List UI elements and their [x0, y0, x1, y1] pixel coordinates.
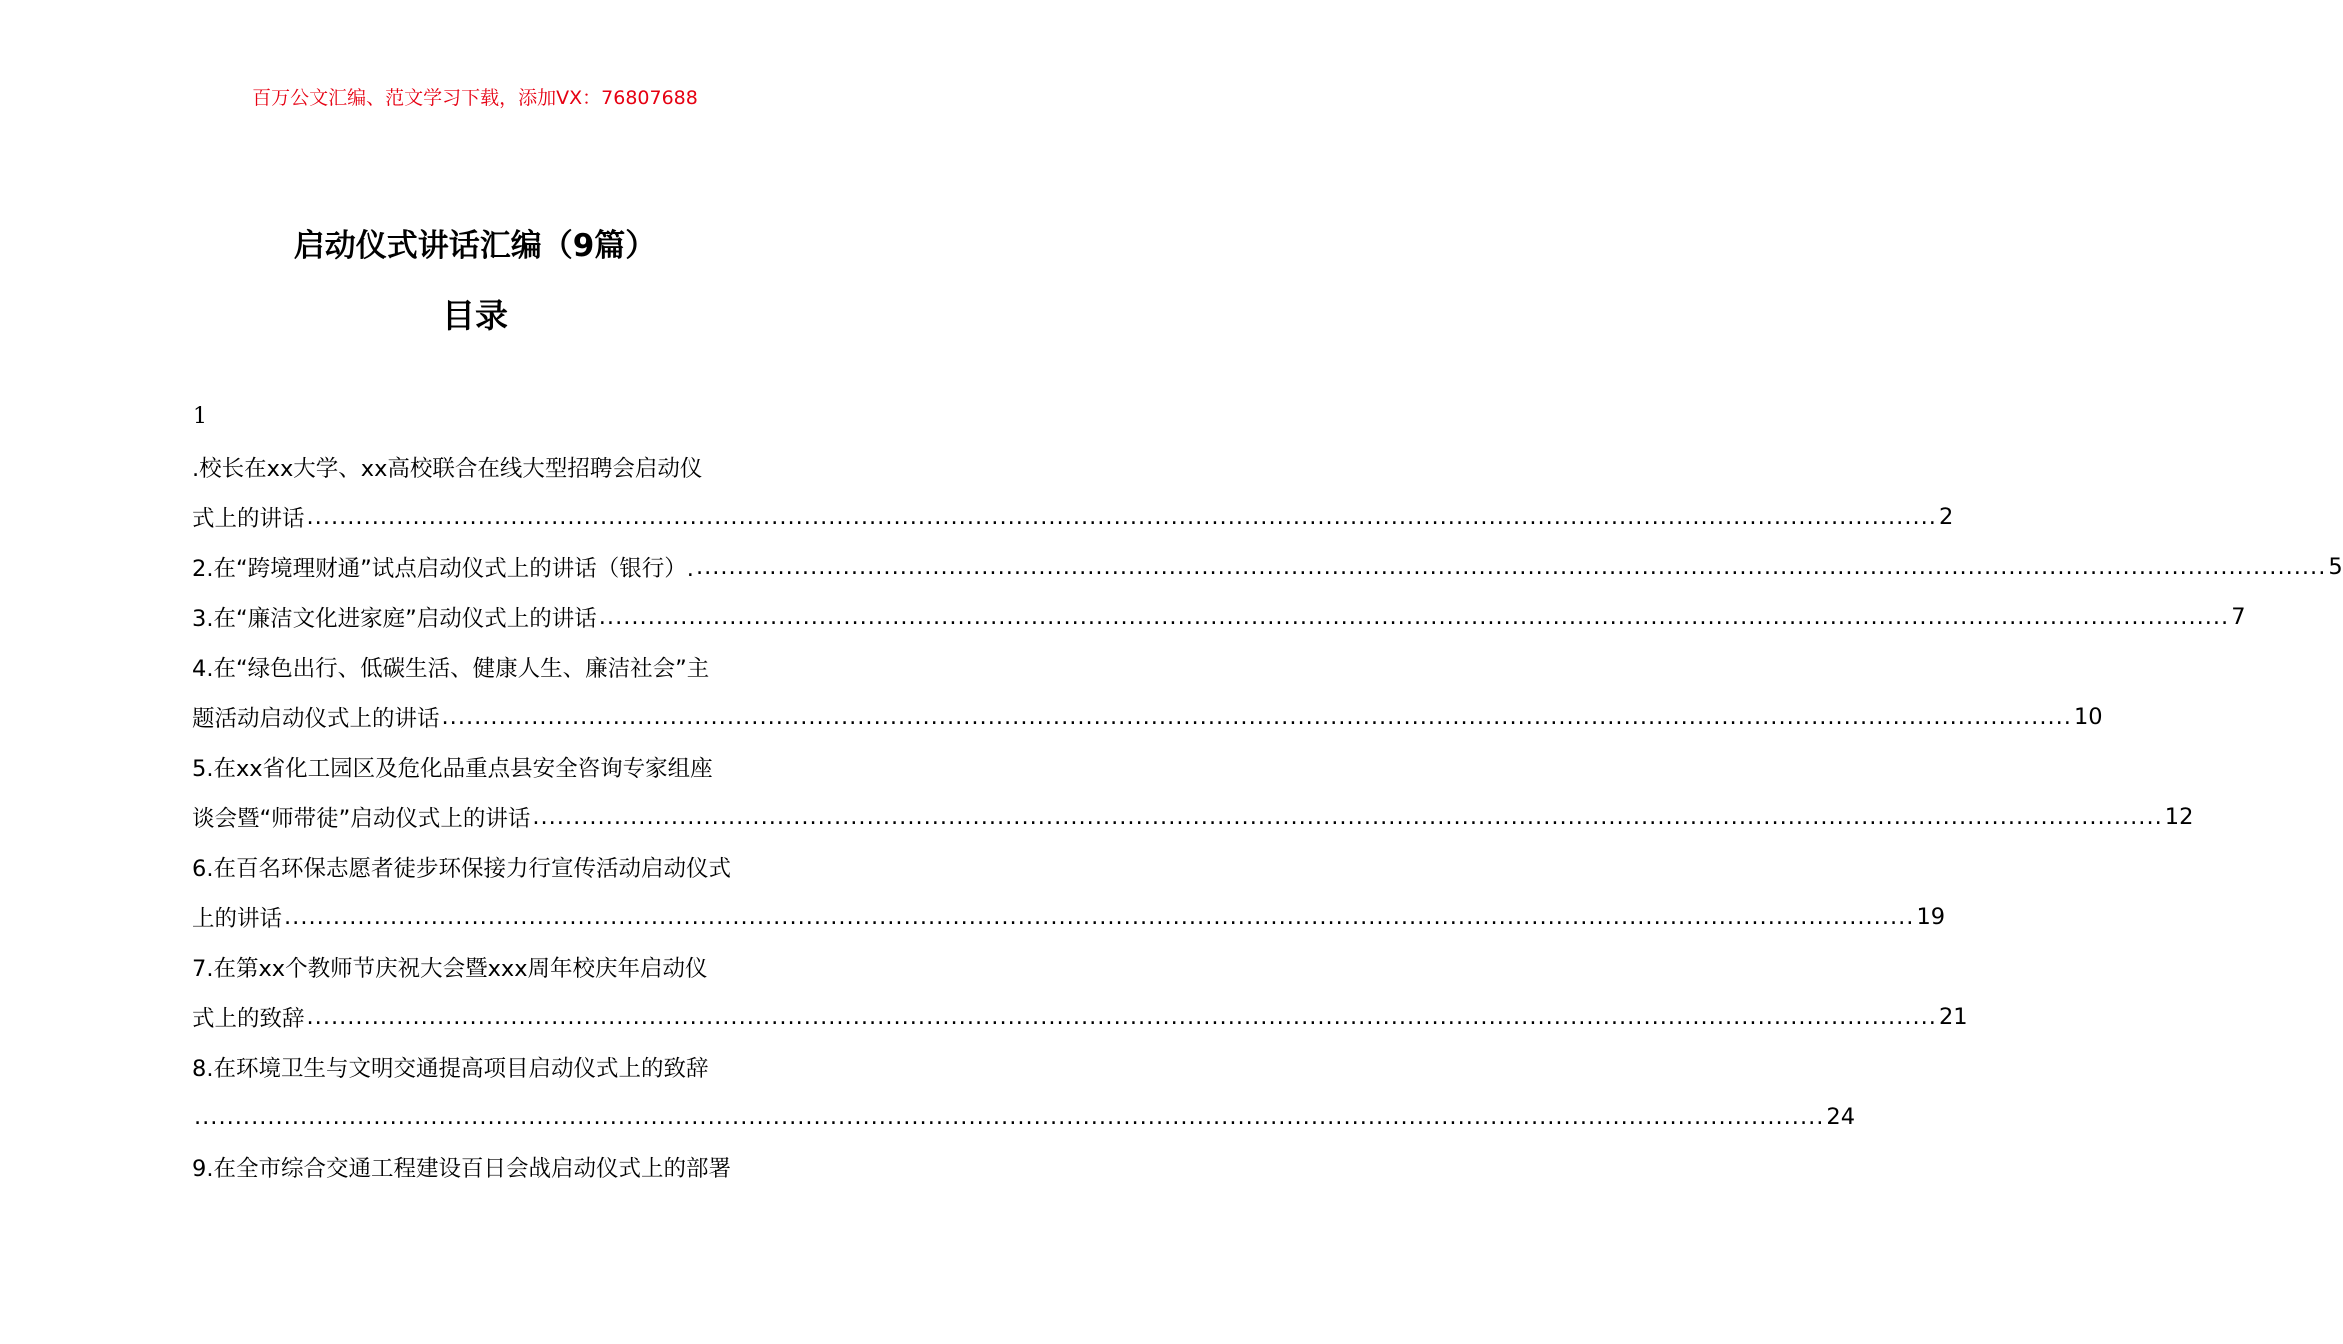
toc-page-number: 5 [2328, 554, 2343, 580]
toc-line [192, 1042, 806, 1092]
dot-leader: ........................................................................................................................................................................................................ [441, 704, 2072, 730]
toc-line-text: 5.在xx省化工园区及危化品重点县安全咨询专家组座 [192, 756, 713, 782]
toc-line [192, 842, 806, 892]
toc-line [192, 1142, 806, 1192]
dot-leader: ........................................................................................................................................................................................................ [532, 804, 2163, 830]
toc-line [192, 692, 2103, 742]
toc-entry-number: 1 [193, 404, 207, 429]
toc-line-text: 8.在环境卫生与文明交通提高项目启动仪式上的致辞 [192, 1056, 709, 1082]
toc-line [192, 992, 1968, 1042]
toc-line-text: 9.在全市综合交通工程建设百日会战启动仪式上的部署 [192, 1156, 731, 1182]
toc-line-text: 式上的致辞 [192, 1006, 305, 1032]
toc-page-number: 21 [1938, 1004, 1968, 1030]
dot-leader: ........................................................................................................................................................................................................ [306, 504, 1937, 530]
toc-page-number: 19 [1916, 904, 1946, 930]
toc-line [192, 792, 2194, 842]
toc-line-text: 3.在“廉洁文化进家庭”启动仪式上的讲话 [192, 606, 597, 632]
toc-line [192, 542, 2343, 592]
toc-line [192, 892, 1946, 942]
toc-line [192, 592, 2246, 642]
toc-line [192, 1092, 1856, 1142]
toc-line [192, 492, 1954, 542]
document-title: 启动仪式讲话汇编（9篇） [293, 228, 657, 264]
toc-line-text: 题活动启动仪式上的讲话 [192, 706, 440, 732]
toc-page-number: 10 [2073, 704, 2103, 730]
header-contact-note: 百万公文汇编、范文学习下载，添加VX：76807688 [252, 87, 698, 109]
toc-line [192, 942, 806, 992]
toc-line-text: 7.在第xx个教师节庆祝大会暨xxx周年校庆年启动仪 [192, 956, 708, 982]
toc-line-text: 2.在“跨境理财通”试点启动仪式上的讲话（银行）. [192, 556, 694, 582]
dot-leader: ........................................................................................................................................................................................................ [695, 554, 2327, 580]
toc-page-number: 2 [1938, 504, 1954, 530]
dot-leader: ........................................................................................................................................................................................................ [284, 904, 1915, 930]
toc-page-number: 7 [2231, 604, 2246, 630]
toc-heading: 目录 [442, 296, 508, 335]
toc-line [192, 742, 806, 792]
toc-line-text: 谈会暨“师带徒”启动仪式上的讲话 [192, 806, 531, 832]
dot-leader: ........................................................................................................................................................................................................ [306, 1004, 1937, 1030]
toc-page-number: 24 [1826, 1104, 1856, 1130]
table-of-contents [192, 442, 2343, 1192]
toc-line [192, 442, 806, 492]
dot-leader: ........................................................................................................................................................................................................ [194, 1104, 1825, 1130]
dot-leader: ........................................................................................................................................................................................................ [598, 604, 2230, 630]
toc-line-text: 式上的讲话 [192, 506, 305, 532]
toc-line-text: .校长在xx大学、xx高校联合在线大型招聘会启动仪 [192, 456, 703, 482]
toc-line-text: 4.在“绿色出行、低碳生活、健康人生、廉洁社会”主 [192, 656, 710, 682]
toc-line-text: 6.在百名环保志愿者徒步环保接力行宣传活动启动仪式 [192, 856, 731, 882]
toc-page-number: 12 [2164, 804, 2194, 830]
toc-line-text: 上的讲话 [192, 906, 283, 932]
toc-line [192, 642, 806, 692]
